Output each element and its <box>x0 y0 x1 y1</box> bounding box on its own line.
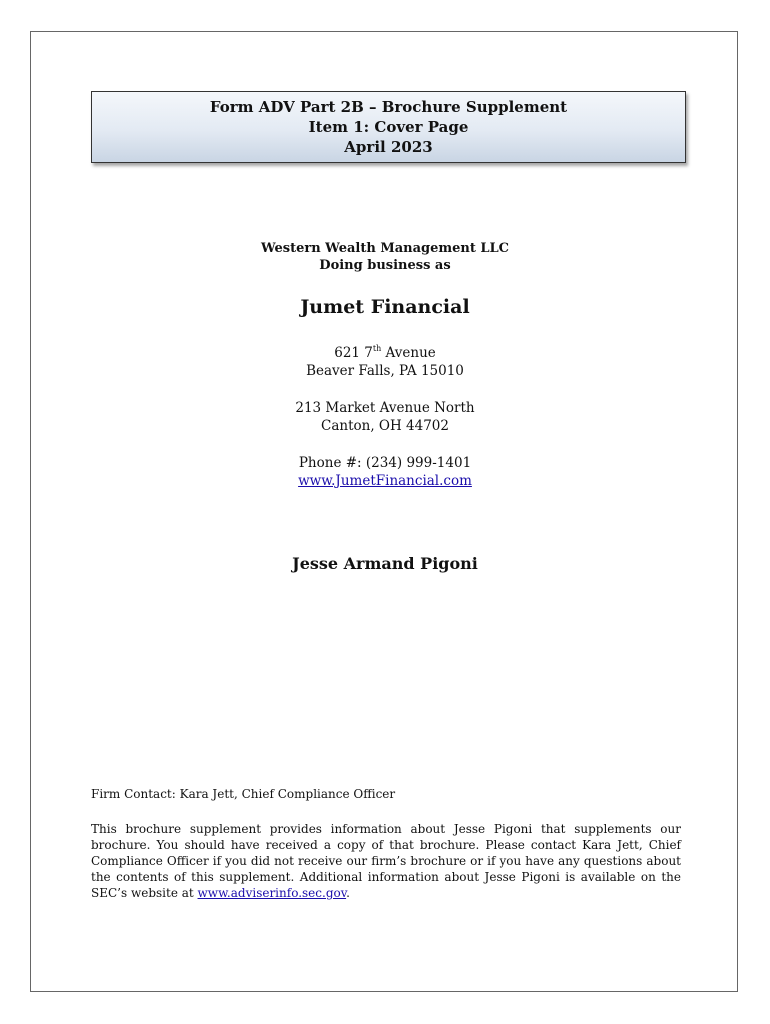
sec-website-link[interactable]: www.adviserinfo.sec.gov <box>197 886 347 900</box>
dba-name: Jumet Financial <box>300 296 470 318</box>
address-secondary-street: 213 Market Avenue North <box>295 400 475 416</box>
supplement-body-text: This brochure supplement provides information about Jesse Pigoni that supplements our brochure. You should have received a copy of that brochure. Please contact Kara Jett, Chief Compliance Officer if you did not receive our firm’s brochure or if you have any questions about the contents of this supplement. Additional information about Jesse Pigoni is available on the SEC’s website at <box>91 822 681 900</box>
document-page <box>30 31 738 992</box>
website-link[interactable]: www.JumetFinancial.com <box>298 473 472 489</box>
address-primary-city: Beaver Falls, PA 15010 <box>306 363 464 379</box>
adviser-name: Jesse Armand Pigoni <box>292 554 478 573</box>
contact-block <box>31 454 739 490</box>
document-date: April 2023 <box>344 138 433 156</box>
cover-header-box <box>91 91 686 163</box>
address-primary <box>31 344 739 380</box>
phone-number: Phone #: (234) 999-1401 <box>298 455 472 471</box>
item-title: Item 1: Cover Page <box>308 118 469 136</box>
firm-legal-name: Western Wealth Management LLC <box>260 241 510 256</box>
firm-contact: Firm Contact: Kara Jett, Chief Compliance Officer <box>91 787 396 801</box>
supplement-description: This brochure supplement provides information about Jesse Pigoni that supplements our brochure. You should have received a copy of that brochure. Please contact Kara Jett, Chief Compliance Officer if you did not receive our firm’s brochure or if you have any questions about the contents of this supplement. Additional information about Jesse Pigoni is available on the SEC’s website at www.adviserinfo.sec.gov. <box>91 822 681 900</box>
address-primary-street: 621 7th Avenue <box>334 343 436 361</box>
form-title: Form ADV Part 2B – Brochure Supplement <box>209 98 568 116</box>
dba-label: Doing business as <box>319 258 451 273</box>
firm-block <box>31 240 739 274</box>
address-secondary <box>31 399 739 435</box>
address-secondary-city: Canton, OH 44702 <box>321 418 449 434</box>
